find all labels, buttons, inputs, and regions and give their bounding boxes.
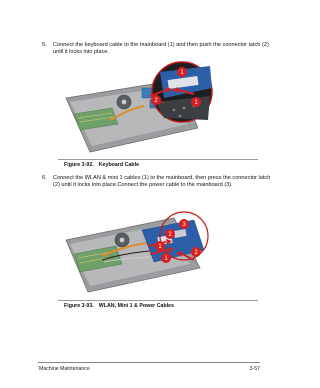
step-6-line-2: (2) until it locks into place.Connect the power cable to the mainboard (3). — [53, 182, 233, 188]
figure-1-rule — [58, 159, 258, 160]
step-6 — [42, 175, 272, 191]
callout-2-lower-label: 2 — [194, 250, 198, 256]
callout-1-upper-label: 1 — [158, 244, 162, 250]
figure-keyboard-cable — [60, 58, 220, 156]
wlan-cables-illustration — [62, 196, 222, 294]
step-6-number: 6. — [42, 175, 47, 181]
callout-1-lower-label: 1 — [164, 256, 168, 262]
figure-2-rule — [58, 300, 258, 301]
figure-1-number: Figure 3-92. — [64, 162, 94, 168]
callout-3-label: 3 — [182, 222, 186, 228]
figure-wlan-mini1-power — [62, 196, 222, 294]
figure-2-number: Figure 3-93. — [64, 303, 94, 309]
footer-rule — [38, 362, 260, 363]
callout-1-top-label: 1 — [180, 70, 184, 76]
keyboard-cable-illustration — [60, 58, 220, 156]
figure-1-title: Keyboard Cable — [98, 162, 140, 168]
step-5-line-2: until it locks into place. — [53, 49, 109, 55]
figure-1-caption — [64, 162, 144, 168]
callout-2-label: 2 — [154, 98, 158, 104]
step-6-line-1: Connect the WLAN & mini 1 cables (1) to the mainboard, then press the connector latch — [53, 175, 271, 181]
callout-1-right-label: 1 — [194, 100, 198, 106]
step-5-number: 5. — [42, 42, 47, 48]
figure-2-title: WLAN, Mini 1 & Power Cables — [98, 303, 175, 309]
step-5 — [42, 42, 272, 58]
step-5-line-1: Connect the keyboard cable to the mainboard (1) and then push the connector latch (2) — [53, 42, 269, 48]
footer-page-number: 3-57 — [249, 366, 260, 372]
figure-2-caption — [64, 303, 179, 309]
footer-section-title: Machine Maintenance — [39, 366, 90, 372]
callout-2-upper-label: 2 — [168, 232, 172, 238]
